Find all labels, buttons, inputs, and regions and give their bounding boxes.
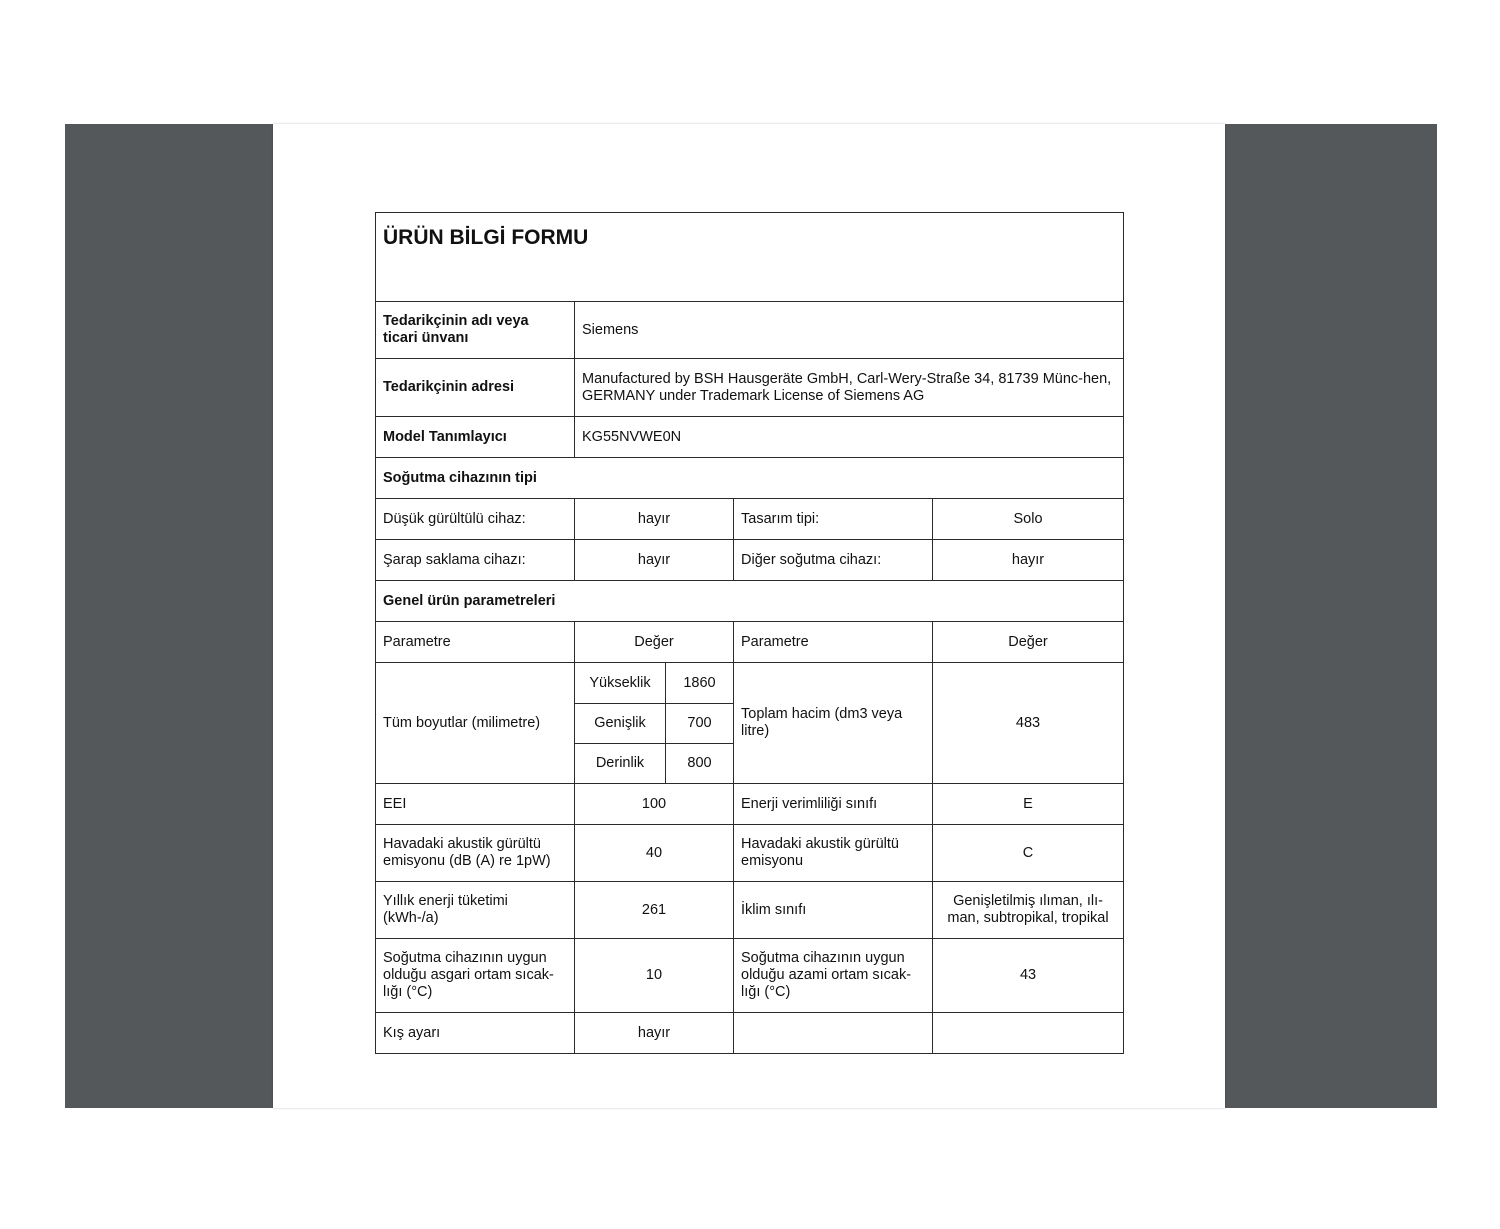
other-device-label: Diğer soğutma cihazı:	[734, 540, 933, 581]
low-noise-label: Düşük gürültülü cihaz:	[376, 499, 575, 540]
address-value: Manufactured by BSH Hausgeräte GmbH, Carl-Wery-Straße 34, 81739 Münc-hen, GERMANY under Trademark License of Siemens AG	[575, 359, 1124, 417]
design-type-label: Tasarım tipi:	[734, 499, 933, 540]
empty-cell	[933, 1013, 1124, 1054]
climate-class-label: İklim sınıfı	[734, 882, 933, 939]
depth-value: 800	[666, 744, 734, 784]
model-value: KG55NVWE0N	[575, 417, 1124, 458]
param-header-left: Parametre	[376, 622, 575, 663]
general-params-heading: Genel ürün parametreleri	[376, 581, 1124, 622]
min-temp-value: 10	[575, 939, 734, 1013]
wine-storage-label: Şarap saklama cihazı:	[376, 540, 575, 581]
max-temp-label: Soğutma cihazının uygun olduğu azami ortam sıcak-lığı (°C)	[734, 939, 933, 1013]
total-volume-value: 483	[933, 663, 1124, 784]
address-label: Tedarikçinin adresi	[376, 359, 575, 417]
max-temp-value: 43	[933, 939, 1124, 1013]
product-info-table	[375, 212, 1124, 1054]
design-type-value: Solo	[933, 499, 1124, 540]
energy-class-value: E	[933, 784, 1124, 825]
noise-class-value: C	[933, 825, 1124, 882]
wine-storage-value: hayır	[575, 540, 734, 581]
value-header-right: Değer	[933, 622, 1124, 663]
supplier-value: Siemens	[575, 302, 1124, 359]
energy-class-label: Enerji verimliliği sınıfı	[734, 784, 933, 825]
winter-setting-label: Kış ayarı	[376, 1013, 575, 1054]
noise-emission-value: 40	[575, 825, 734, 882]
winter-setting-value: hayır	[575, 1013, 734, 1054]
eei-label: EEI	[376, 784, 575, 825]
width-value: 700	[666, 704, 734, 744]
annual-energy-value: 261	[575, 882, 734, 939]
min-temp-label: Soğutma cihazının uygun olduğu asgari ortam sıcak-lığı (°C)	[376, 939, 575, 1013]
climate-class-value: Genişletilmiş ılıman, ılı-man, subtropikal, tropikal	[933, 882, 1124, 939]
device-type-heading: Soğutma cihazının tipi	[376, 458, 1124, 499]
document-page	[273, 124, 1225, 1108]
param-header-right: Parametre	[734, 622, 933, 663]
model-label: Model Tanımlayıcı	[376, 417, 575, 458]
form-title: ÜRÜN BİLGİ FORMU	[376, 213, 1124, 302]
other-device-value: hayır	[933, 540, 1124, 581]
eei-value: 100	[575, 784, 734, 825]
supplier-label: Tedarikçinin adı veya ticari ünvanı	[376, 302, 575, 359]
value-header-left: Değer	[575, 622, 734, 663]
width-label: Genişlik	[575, 704, 666, 744]
noise-class-label: Havadaki akustik gürültü emisyonu	[734, 825, 933, 882]
total-volume-label: Toplam hacim (dm3 veya litre)	[734, 663, 933, 784]
annual-energy-label: Yıllık enerji tüketimi (kWh-/a)	[376, 882, 575, 939]
low-noise-value: hayır	[575, 499, 734, 540]
height-label: Yükseklik	[575, 663, 666, 704]
empty-cell	[734, 1013, 933, 1054]
noise-emission-label: Havadaki akustik gürültü emisyonu (dB (A) re 1pW)	[376, 825, 575, 882]
dimensions-label: Tüm boyutlar (milimetre)	[376, 663, 575, 784]
depth-label: Derinlik	[575, 744, 666, 784]
height-value: 1860	[666, 663, 734, 704]
